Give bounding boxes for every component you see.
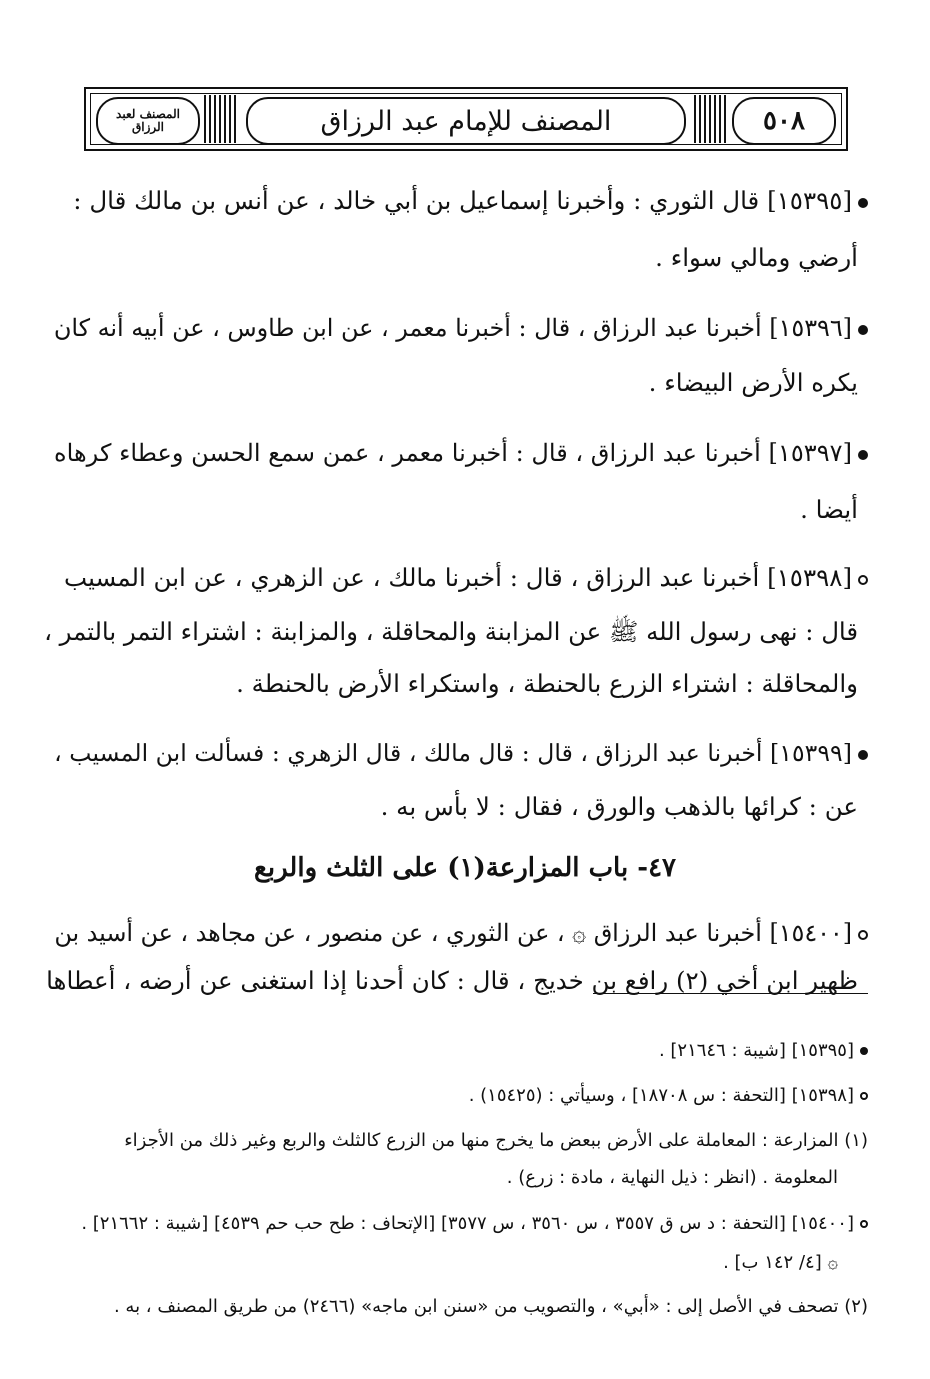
entry-number: [١٥٤٠٠] bbox=[769, 919, 852, 947]
footnote-separator bbox=[593, 993, 868, 994]
entry-15396-line-1 bbox=[54, 308, 868, 348]
entry-15397-line-2: أيضا . bbox=[800, 495, 858, 524]
entry-text: أخبرنا عبد الرزاق ، قال : أخبرنا معمر ، عمن سمع الحسن وعطاء كرهاه bbox=[54, 439, 761, 467]
entry-15400-line-2: ظهير ابن أخي (٢) رافع بن خديج ، قال : كان أحدنا إذا استغنى عن أرضه ، أعطاها bbox=[46, 966, 858, 995]
page-number-cartouche bbox=[732, 97, 836, 145]
footnote-5: (٢) تصحف في الأصل إلى : «أبي» ، والتصويب من «سنن ابن ماجه» (٢٤٦٦) من طريق المصنف ، به . bbox=[113, 1296, 868, 1317]
book-title: المصنف للإمام عبد الرزاق bbox=[320, 105, 612, 137]
entry-15398-line-1 bbox=[64, 558, 868, 598]
filled-bullet-icon bbox=[858, 198, 868, 208]
emblem-logo: المصنف لعبد الرزاق bbox=[116, 107, 180, 134]
entry-number: [١٥٣٩٥] bbox=[767, 186, 852, 215]
footnote-4-continuation: ۞ [٤/ ١٤٢ ب] . bbox=[723, 1252, 838, 1273]
footnote-text: [١٥٣٩٥] [شيبة : ٢١٦٤٦] . bbox=[658, 1040, 854, 1061]
entry-text: أخبرنا عبد الرزاق ، قال : قال مالك ، قال الزهري : فسألت ابن المسيب ، bbox=[54, 739, 763, 767]
entry-15398-line-2: قال : نهى رسول الله ﷺ عن المزابنة والمحاقلة ، والمزابنة : اشتراء التمر بالتمر ، bbox=[44, 617, 858, 646]
footnote-4 bbox=[81, 1209, 868, 1239]
chapter-heading: ٤٧- باب المزارعة(١) على الثلث والربع bbox=[254, 853, 676, 883]
footnote-text: [١٥٤٠٠] [التحفة : د س ق ٣٥٥٧ ، س ٣٥٦٠ ، س ٣٥٧٧] [الإتحاف : طح حب حم ٤٥٣٩] [شيبة : ٢١٦٦٢] . bbox=[81, 1213, 854, 1234]
footnote-text: [١٥٣٩٨] [التحفة : س ١٨٧٠٨] ، وسيأتي : (١٥٤٢٥) . bbox=[468, 1085, 854, 1106]
entry-15395-line-2: أرضي ومالي سواء . bbox=[655, 243, 858, 272]
hollow-bullet-icon bbox=[860, 1092, 868, 1100]
entry-number: [١٥٣٩٦] bbox=[769, 314, 852, 342]
header-ornament-right bbox=[694, 95, 728, 143]
entry-text: أخبرنا عبد الرزاق ۞ ، عن الثوري ، عن منصور ، عن مجاهد ، عن أسيد بن bbox=[54, 919, 762, 947]
entry-15395-line-1 bbox=[73, 181, 868, 221]
entry-15398-line-3: والمحاقلة : اشتراء الزرع بالحنطة ، واستكراء الأرض بالحنطة . bbox=[236, 669, 858, 698]
footnote-1 bbox=[659, 1036, 868, 1066]
entry-text: أخبرنا عبد الرزاق ، قال : أخبرنا معمر ، عن ابن طاوس ، عن أبيه أنه كان bbox=[53, 314, 762, 342]
hollow-bullet-icon bbox=[858, 575, 868, 585]
filled-bullet-icon bbox=[858, 325, 868, 335]
hollow-bullet-icon bbox=[860, 1220, 868, 1228]
footnote-3: (١) المزارعة : المعاملة على الأرض ببعض ما يخرج منها من الزرع كالثلث والربع وغير ذلك من الأجزاء bbox=[124, 1130, 868, 1151]
filled-bullet-icon bbox=[858, 450, 868, 460]
entry-15396-line-2: يكره الأرض البيضاء . bbox=[648, 368, 858, 397]
entry-text: قال الثوري : وأخبرنا إسماعيل بن أبي خالد ، عن أنس بن مالك قال : bbox=[73, 186, 760, 215]
footnote-3-continuation: المعلومة . (انظر : ذيل النهاية ، مادة : زرع) . bbox=[506, 1167, 838, 1188]
title-cartouche bbox=[246, 97, 686, 145]
hollow-bullet-icon bbox=[858, 930, 868, 940]
running-header bbox=[84, 87, 848, 151]
entry-15397-line-1 bbox=[54, 433, 868, 473]
entry-15399-line-1 bbox=[54, 733, 868, 773]
page-number: ٥٠٨ bbox=[763, 106, 805, 136]
entry-number: [١٥٣٩٩] bbox=[770, 739, 852, 767]
header-ornament-left bbox=[204, 95, 238, 143]
filled-bullet-icon bbox=[860, 1047, 868, 1055]
emblem-cartouche bbox=[96, 97, 200, 145]
filled-bullet-icon bbox=[858, 750, 868, 760]
entry-number: [١٥٣٩٧] bbox=[768, 439, 852, 467]
entry-15399-line-2: عن : كرائها بالذهب والورق ، فقال : لا بأس به . bbox=[380, 792, 858, 821]
entry-text: أخبرنا عبد الرزاق ، قال : أخبرنا مالك ، عن الزهري ، عن ابن المسيب bbox=[64, 563, 760, 592]
entry-number: [١٥٣٩٨] bbox=[767, 563, 852, 592]
entry-15400-line-1 bbox=[54, 913, 868, 953]
footnote-2 bbox=[469, 1081, 868, 1111]
